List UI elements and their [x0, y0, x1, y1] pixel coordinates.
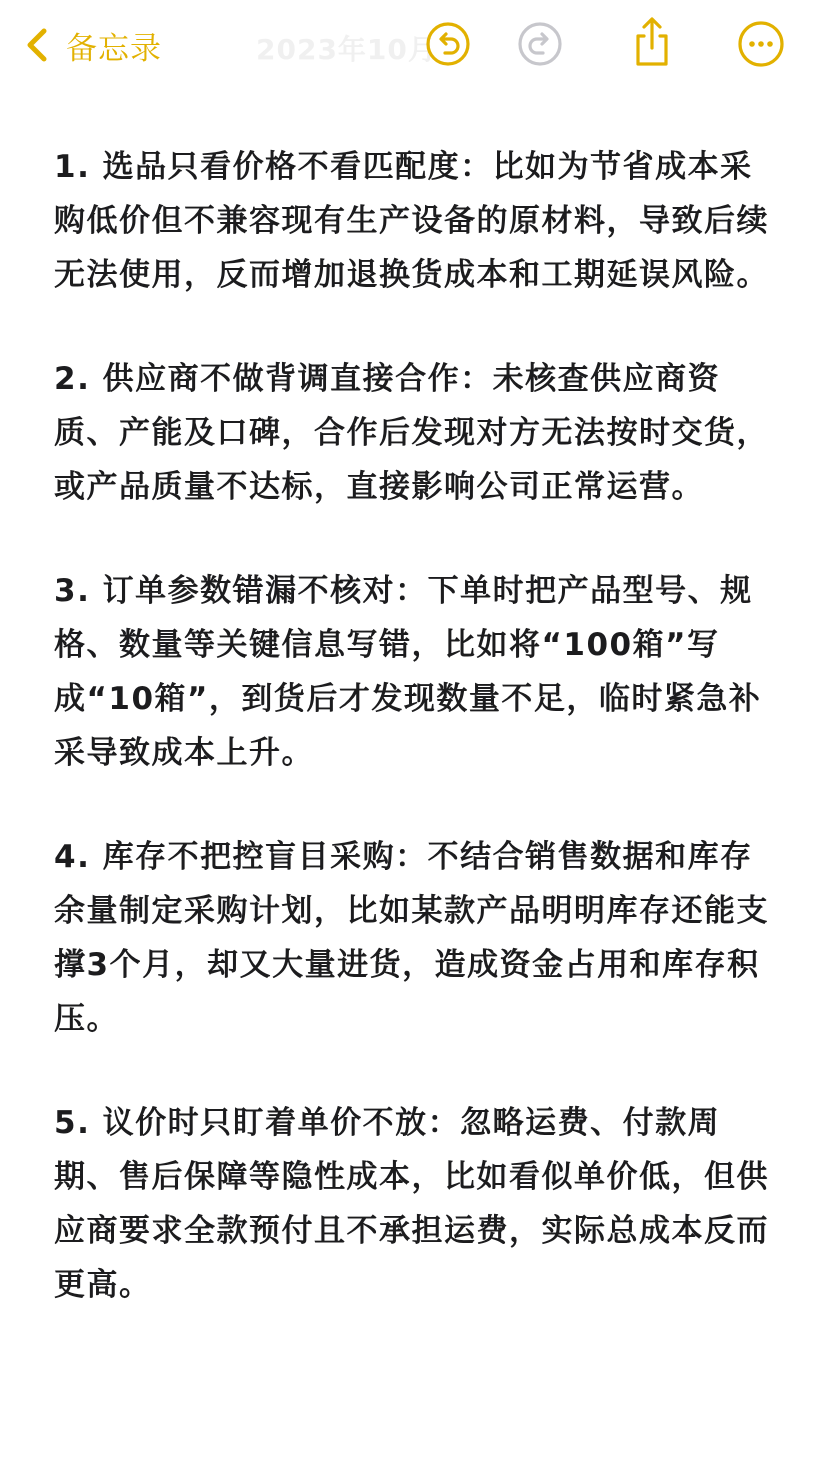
share-button[interactable]	[628, 14, 676, 70]
back-label: 备忘录	[66, 30, 162, 67]
redo-button[interactable]	[516, 20, 564, 68]
note-title: 2023年10月	[256, 33, 437, 66]
note-paragraph-1[interactable]: 1. 选品只看价格不看匹配度：比如为节省成本采购低价但不兼容现有生产设备的原材料，导致后续无法使用，反而增加退换货成本和工期延误风险。	[54, 149, 769, 293]
more-icon	[737, 20, 785, 68]
back-button[interactable]	[22, 20, 162, 70]
undo-button[interactable]	[424, 20, 472, 68]
share-icon	[632, 16, 672, 68]
redo-icon	[517, 21, 563, 67]
chevron-left-icon	[22, 25, 54, 65]
more-button[interactable]	[737, 20, 785, 68]
navigation-bar	[0, 0, 828, 90]
note-paragraph-3[interactable]: 3. 订单参数错漏不核对：下单时把产品型号、规格、数量等关键信息写错，比如将“100箱”写成“10箱”，到货后才发现数量不足，临时紧急补采导致成本上升。	[54, 573, 762, 771]
undo-icon	[425, 21, 471, 67]
note-paragraph-2[interactable]: 2. 供应商不做背调直接合作：未核查供应商资质、产能及口碑，合作后发现对方无法按时交货，或产品质量不达标，直接影响公司正常运营。	[54, 361, 769, 505]
note-paragraph-5[interactable]: 5. 议价时只盯着单价不放：忽略运费、付款周期、售后保障等隐性成本，比如看似单价低，但供应商要求全款预付且不承担运费，实际总成本反而更高。	[54, 1105, 769, 1303]
note-content[interactable]	[54, 140, 774, 1362]
note-paragraph-4[interactable]: 4. 库存不把控盲目采购：不结合销售数据和库存余量制定采购计划，比如某款产品明明库存还能支撑3个月，却又大量进货，造成资金占用和库存积压。	[54, 839, 769, 1037]
